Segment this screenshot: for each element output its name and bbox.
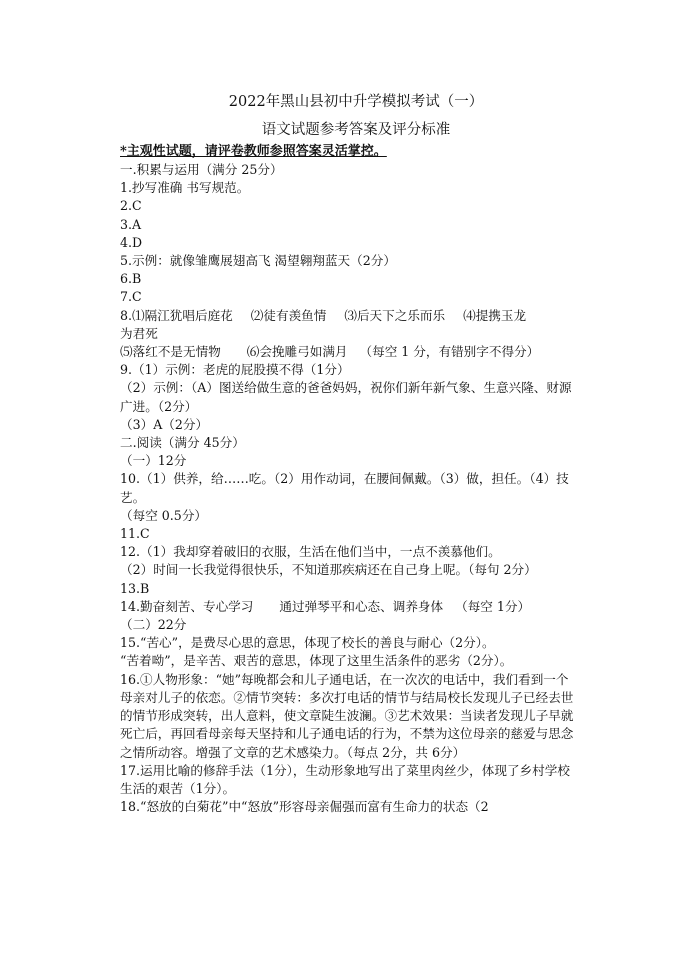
answer-q14-scoring: （每空 1分）: [455, 598, 531, 614]
answer-q16: 16.①人物形象：“她”每晚都会和儿子通电话，在一次次的电话中，我们看到一个母亲对儿子的依恋。②情节突转：多次打电话的情节与结局校长发现儿子已经去世的情节形成突转，出人意料，使文章陡生波澜。③艺术效果：当读者发现儿子早就死亡后，再回看母亲每天坚持和儿子通电话的行为，不禁为这位母亲的慈爱与思念之情所动容。增强了文章的艺术感染力。（每点 2分，共 6分）: [120, 671, 574, 760]
answer-q13: 13.B: [120, 580, 150, 596]
document-title: 2022年黑山县初中升学模拟考试（一）: [228, 94, 484, 110]
answer-q14: [120, 598, 580, 616]
document-subtitle: 语文试题参考答案及评分标准: [261, 122, 451, 138]
answer-q3: 3.A: [120, 216, 142, 232]
answer-q6: 6.B: [120, 271, 142, 287]
answer-q17: 17.运用比喻的修辞手法（1分），生动形象地写出了菜里肉丝少，体现了乡村学校生活的艰苦（1分）。: [120, 762, 570, 796]
answer-q8-part3: ⑶后天下之乐而乐: [344, 307, 446, 323]
answer-q14-part2: 通过弹琴平和心态、调养身体: [279, 598, 444, 614]
answer-q14-part1: 14.勤奋刻苦、专心学习: [120, 598, 254, 614]
answer-q9-1: 9.（1）示例：老虎的屁股摸不得（1分）: [120, 362, 350, 378]
answer-q15-1: 15.“苦心”，是费尽心思的意思，体现了校长的善良与耐心（2分）。: [120, 635, 495, 651]
answer-q1: 1.抄写准确 书写规范。: [120, 180, 250, 196]
answer-q11: 11.C: [120, 526, 150, 542]
grading-note: *主观性试题，请评卷教师参照答案灵活掌控。: [120, 144, 387, 159]
answer-sheet-content: [120, 92, 580, 816]
section-2-heading: 二.阅读（满分 45分）: [120, 435, 245, 451]
answer-q12-1: 12.（1）我却穿着破旧的衣服，生活在他们当中，一点不羡慕他们。: [120, 544, 501, 560]
answer-q8-part5: ⑸落红不是无情物: [120, 344, 221, 360]
answer-q8-part4: ⑷提携玉龙: [463, 307, 527, 323]
answer-q8-part6: ⑹会挽雕弓如满月: [246, 344, 348, 360]
answer-q9-2: （2）示例：（A）图送给做生意的爸爸妈妈，祝你们新年新气象、生意兴隆、财源广进。（2分）: [120, 380, 572, 414]
answer-q5: 5.示例：就像雏鹰展翅高飞 渴望翱翔蓝天（2分）: [120, 253, 396, 269]
answer-q8-line3: [120, 343, 580, 361]
answer-q10: 10.（1）供养，给……吃。（2）用作动词，在腰间佩戴。（3）做，担任。（4）技艺。: [120, 471, 569, 505]
answer-q12-2: （2）时间一长我觉得很快乐，不知道那疾病还在自己身上呢。（每句 2分）: [120, 562, 537, 578]
section-1-heading: 一.积累与运用（满分 25分）: [120, 162, 283, 177]
section-2-part-2: （二）22分: [120, 617, 187, 633]
answer-q8-part1: 8.⑴隔江犹唱后庭花: [120, 307, 233, 323]
section-2-part-1: （一）12分: [120, 453, 187, 469]
answer-q8-scoring: （每空 1 分，有错别字不得分）: [359, 344, 540, 360]
answer-q8-line1: [120, 307, 580, 325]
answer-q7: 7.C: [120, 289, 142, 305]
answer-q2: 2.C: [120, 198, 142, 214]
answer-q8-part2: ⑵徒有羡鱼情: [250, 307, 327, 323]
answer-q8-line2: 为君死: [120, 325, 158, 341]
answer-q4: 4.D: [120, 234, 143, 250]
answer-q15-2: “苦着呦”，是辛苦、艰苦的意思，体现了这里生活条件的恶劣（2分）。: [120, 653, 513, 669]
answer-q18: 18.“怒放的白菊花”中“怒放”形容母亲倔强而富有生命力的状态（2: [120, 799, 489, 815]
answer-q9-3: （3）A（2分）: [120, 416, 209, 432]
answer-q10-scoring: （每空 0.5分）: [120, 507, 208, 523]
